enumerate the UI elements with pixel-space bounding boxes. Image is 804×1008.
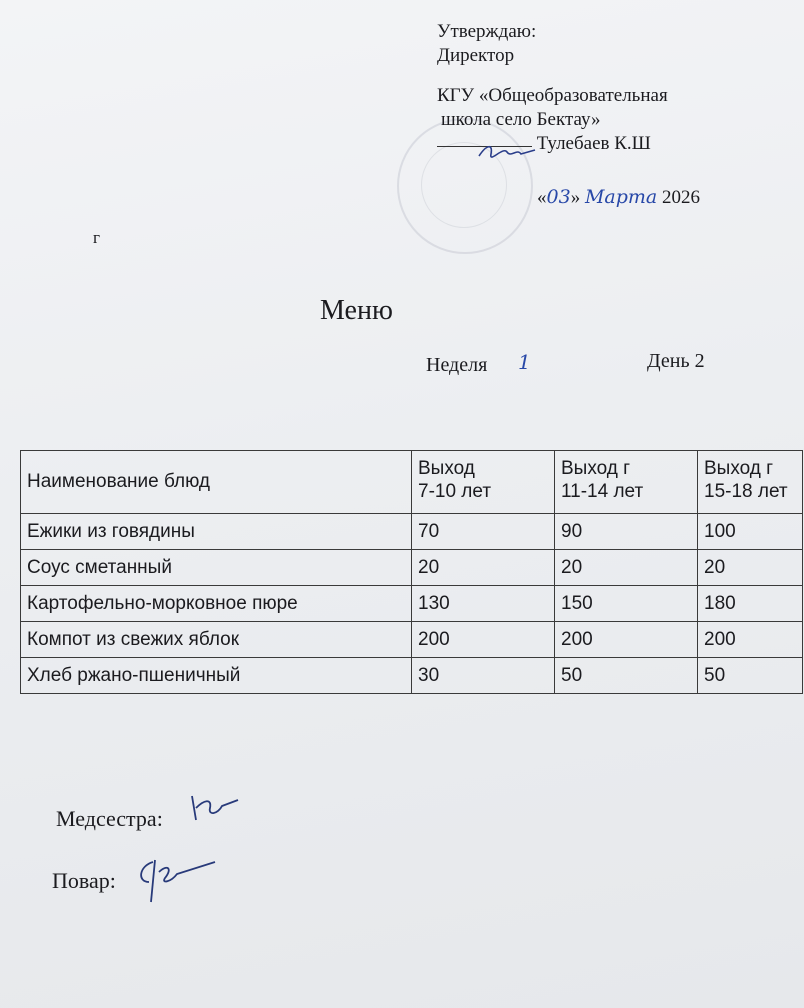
director-line (437, 132, 668, 156)
cook-label: Повар: (52, 868, 116, 893)
day-label: День 2 (647, 350, 705, 372)
nurse-label: Медсестра: (56, 806, 163, 831)
year-suffix: г (93, 228, 100, 247)
dish-name: Ежики из говядины (21, 514, 412, 550)
header-cell: Выход 7-10 лет (412, 451, 555, 514)
menu-table (20, 450, 803, 694)
table-row (21, 622, 803, 658)
position-label: Директор (437, 45, 515, 66)
portion-15-18: 100 (698, 514, 803, 550)
table-row (21, 514, 803, 550)
header-cell: Выход г 15-18 лет (698, 451, 803, 514)
table-row (21, 550, 803, 586)
dish-name: Соус сметанный (21, 550, 412, 586)
portion-7-10: 20 (412, 550, 555, 586)
portion-7-10: 200 (412, 622, 555, 658)
portion-15-18: 20 (698, 550, 803, 586)
dish-name: Картофельно-морковное пюре (21, 586, 412, 622)
dish-name: Хлеб ржано-пшеничный (21, 658, 412, 694)
nurse-signature-icon (182, 790, 242, 834)
portion-7-10: 70 (412, 514, 555, 550)
nurse-signature-line (56, 790, 242, 834)
portion-7-10: 30 (412, 658, 555, 694)
table-header-row (21, 451, 803, 514)
approval-date: «03» Марта 2026 (537, 186, 700, 208)
cook-signature-icon (131, 852, 221, 908)
signature-scribble-icon (477, 142, 537, 160)
table-row (21, 658, 803, 694)
director-name: Тулебаев К.Ш (536, 133, 651, 154)
portion-11-14: 200 (555, 622, 698, 658)
week-label: Неделя (426, 354, 488, 376)
portion-15-18: 180 (698, 586, 803, 622)
approval-block (437, 20, 668, 156)
portion-15-18: 200 (698, 622, 803, 658)
org-line-2: школа село Бектау» (441, 109, 601, 130)
director-signature (437, 146, 532, 147)
portion-7-10: 130 (412, 586, 555, 622)
date-day: 03 (546, 186, 571, 208)
portion-11-14: 90 (555, 514, 698, 550)
approve-label: Утверждаю: (437, 21, 537, 42)
org-line-1: КГУ «Общеобразовательная (437, 85, 668, 106)
portion-11-14: 50 (555, 658, 698, 694)
portion-15-18: 50 (698, 658, 803, 694)
date-year: 2026 (661, 187, 700, 208)
portion-11-14: 150 (555, 586, 698, 622)
dish-name: Компот из свежих яблок (21, 622, 412, 658)
cook-signature-line (52, 852, 221, 908)
header-cell: Наименование блюд (21, 451, 412, 514)
header-cell: Выход г 11-14 лет (555, 451, 698, 514)
week-number: 1 (518, 350, 531, 374)
portion-11-14: 20 (555, 550, 698, 586)
page-title: Меню (320, 295, 393, 326)
date-month: Марта (584, 186, 658, 208)
table-row (21, 586, 803, 622)
